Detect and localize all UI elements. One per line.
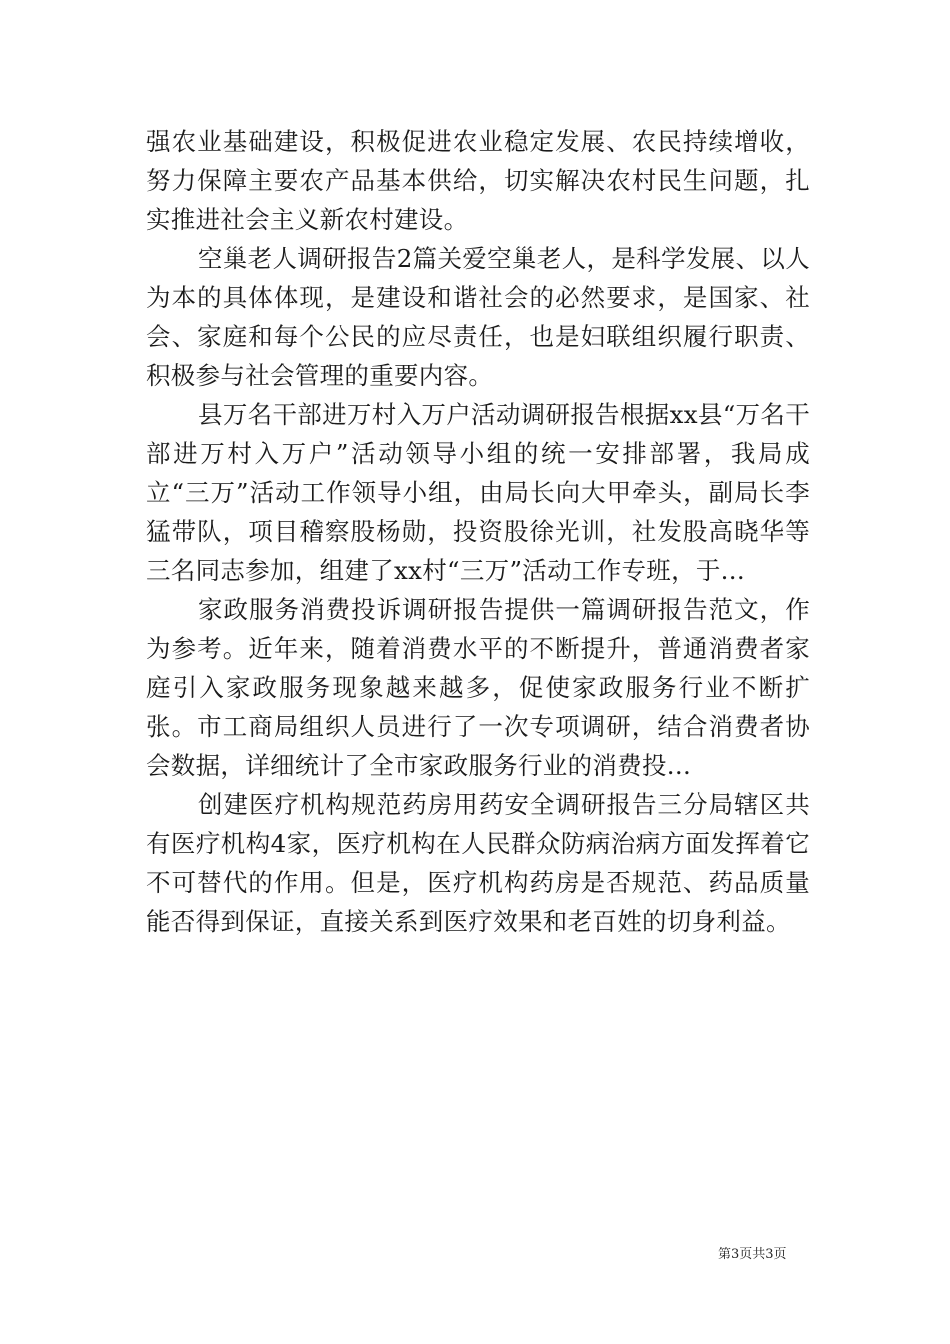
paragraph-2: 空巢老人调研报告2篇关爱空巢老人，是科学发展、以人为本的具体体现，是建设和谐社会的必然要求，是国家、社会、家庭和每个公民的应尽责任，也是妇联组织履行职责、积极参与社会管理的重要内容。 — [146, 244, 810, 390]
paragraph-3: 县万名干部进万村入万户活动调研报告根据xx县“万名干部进万村入万户”活动领导小组的统一安排部署，我局成立“三万”活动工作领导小组，由局长向大甲牵头，副局长李猛带队，项目稽察股杨勋，投资股徐光训，社发股高晓华等三名同志参加，组建了xx村“三万”活动工作专班，于... — [146, 400, 810, 585]
paragraph-4: 家政服务消费投诉调研报告提供一篇调研报告范文，作为参考。近年来，随着消费水平的不断提升，普通消费者家庭引入家政服务现象越来越多，促使家政服务行业不断扩张。市工商局组织人员进行了一次专项调研，结合消费者协会数据，详细统计了全市家政服务行业的消费投... — [146, 595, 810, 780]
paragraph-5: 创建医疗机构规范药房用药安全调研报告三分局辖区共有医疗机构4家，医疗机构在人民群众防病治病方面发挥着它不可替代的作用。但是，医疗机构药房是否规范、药品质量能否得到保证，直接关系到医疗效果和老百姓的切身利益。 — [146, 790, 810, 936]
document-body — [146, 122, 810, 941]
paragraph-1: 强农业基础建设，积极促进农业稳定发展、农民持续增收，努力保障主要农产品基本供给，切实解决农村民生问题，扎实推进社会主义新农村建设。 — [146, 127, 810, 234]
page-number-footer: 第3页共3页 — [718, 1247, 787, 1262]
